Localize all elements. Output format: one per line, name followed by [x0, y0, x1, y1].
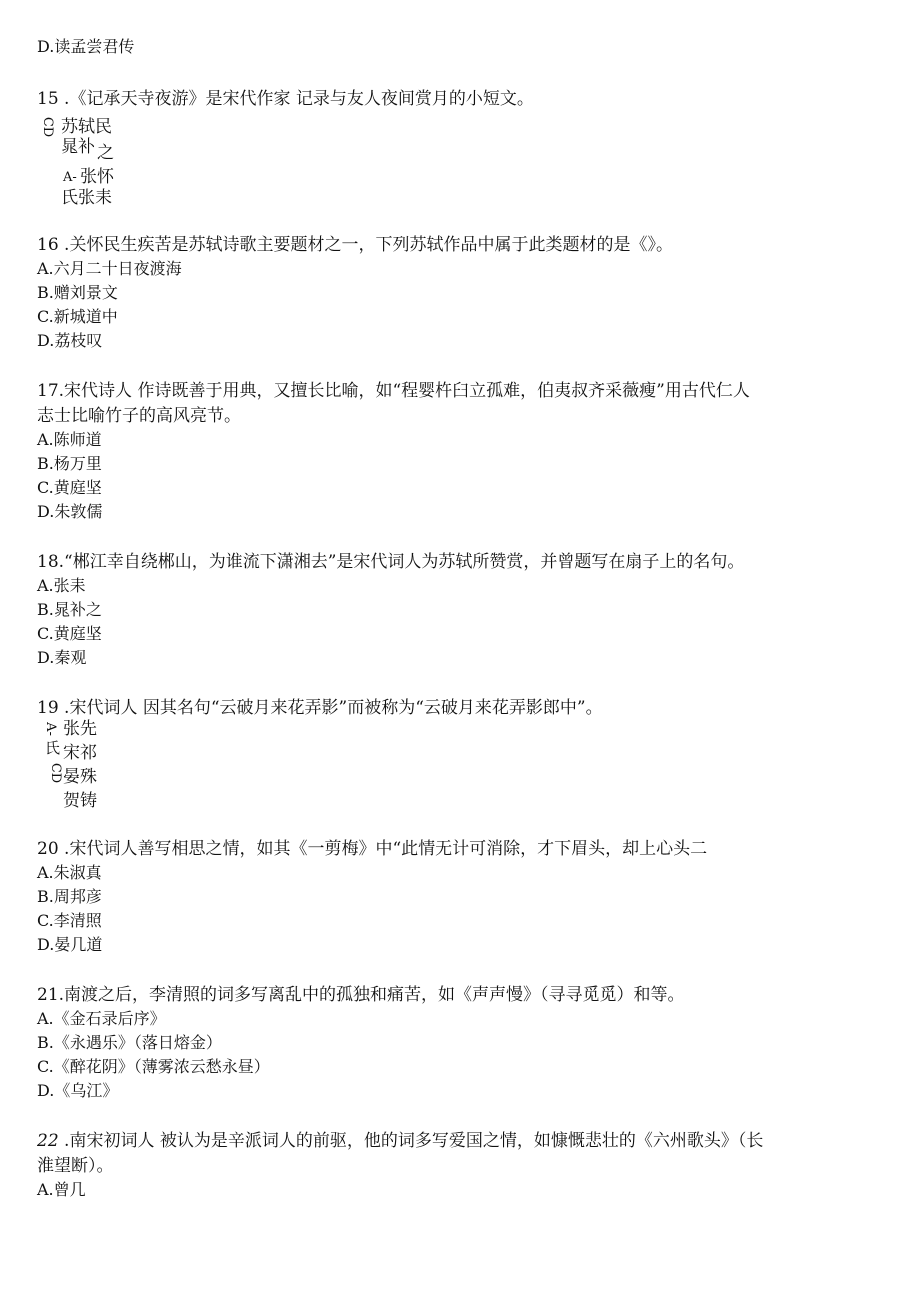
option-a: A.朱淑真: [37, 863, 102, 882]
question-18-stem: 18.“郴江幸自绕郴山，为谁流下潇湘去”是宋代词人为苏轼所赞赏，并曾题写在扇子上的名句。: [37, 552, 745, 572]
option-text: 苏轼民: [61, 117, 112, 137]
option-marker: A-: [42, 722, 58, 736]
option-c: C.《醉花阴》（薄雾浓云愁永昼）: [37, 1057, 270, 1076]
option-a: A.曾几: [37, 1180, 86, 1199]
option-text: 张怀: [80, 167, 114, 187]
option-a: A.陈师道: [37, 430, 102, 449]
question-21-stem: 21.南渡之后，李清照的词多写离乱中的孤独和痛苦，如《声声慢》（寻寻觅觅）和等。: [37, 985, 685, 1005]
option-text: 宋祁: [63, 743, 97, 763]
option-marker: 氏: [45, 739, 61, 757]
option-c: C.黄庭坚: [37, 624, 102, 643]
question-number: 22: [37, 1131, 59, 1151]
option-marker: CD: [40, 116, 56, 138]
question-text: .南宋初词人 被认为是辛派词人的前驱，他的词多写爱国之情，如慷慨悲壮的《六州歌头》（长: [58, 1131, 764, 1151]
option-a: A.《金石录后序》: [37, 1009, 166, 1028]
option-b: B.周邦彦: [37, 887, 102, 906]
option-a: A.六月二十日夜渡海: [37, 259, 182, 278]
question-20-stem: 20 .宋代词人善写相思之情，如其《一剪梅》中“此情无计可消除，才下眉头，却上心头二: [37, 839, 708, 859]
option-marker: A-: [63, 170, 77, 185]
question-22-stem: [37, 1130, 763, 1152]
option-b: B.晁补之: [37, 600, 102, 619]
question-15-stem: 15 .《记承天寺夜游》是宋代作家 记录与友人夜间赏月的小短文。: [37, 89, 534, 109]
option-marker: CD: [48, 762, 64, 784]
question-19-stem: 19 .宋代词人 因其名句“云破月来花弄影”而被称为“云破月来花弄影郎中”。: [37, 698, 603, 718]
option-d: D.读孟尝君传: [37, 37, 135, 56]
option-a: A.张耒: [37, 576, 86, 595]
option-b: B.杨万里: [37, 454, 102, 473]
option-text: 氏张耒: [61, 188, 112, 208]
option-text: 之: [97, 143, 114, 163]
question-22-stem-cont: 淮望断）。: [37, 1156, 114, 1176]
option-text: 张先: [63, 719, 97, 739]
option-d: D.《乌江》: [37, 1081, 119, 1100]
option-text: 晏殊: [63, 767, 97, 787]
question-17-stem: 17.宋代诗人 作诗既善于用典，又擅长比喻，如“程婴杵臼立孤难，伯夷叔齐采薇瘦”用古代仁人: [37, 381, 750, 401]
option-d: D.荔枝叹: [37, 331, 103, 350]
option-c: C.黄庭坚: [37, 478, 102, 497]
option-c: C.李清照: [37, 911, 102, 930]
option-text: 贺铸: [63, 791, 97, 811]
option-b: B.《永遇乐》（落日熔金）: [37, 1033, 222, 1052]
question-16-stem: 16 .关怀民生疾苦是苏轼诗歌主要题材之一，下列苏轼作品中属于此类题材的是《》。: [37, 235, 673, 255]
option-text: 晁补: [61, 137, 95, 157]
option-b: B.赠刘景文: [37, 283, 118, 302]
option-d: D.晏几道: [37, 935, 103, 954]
option-d: D.秦观: [37, 648, 87, 667]
option-d: D.朱敦儒: [37, 502, 103, 521]
option-c: C.新城道中: [37, 307, 118, 326]
question-17-stem-cont: 志士比喻竹子的高风亮节。: [37, 406, 241, 426]
